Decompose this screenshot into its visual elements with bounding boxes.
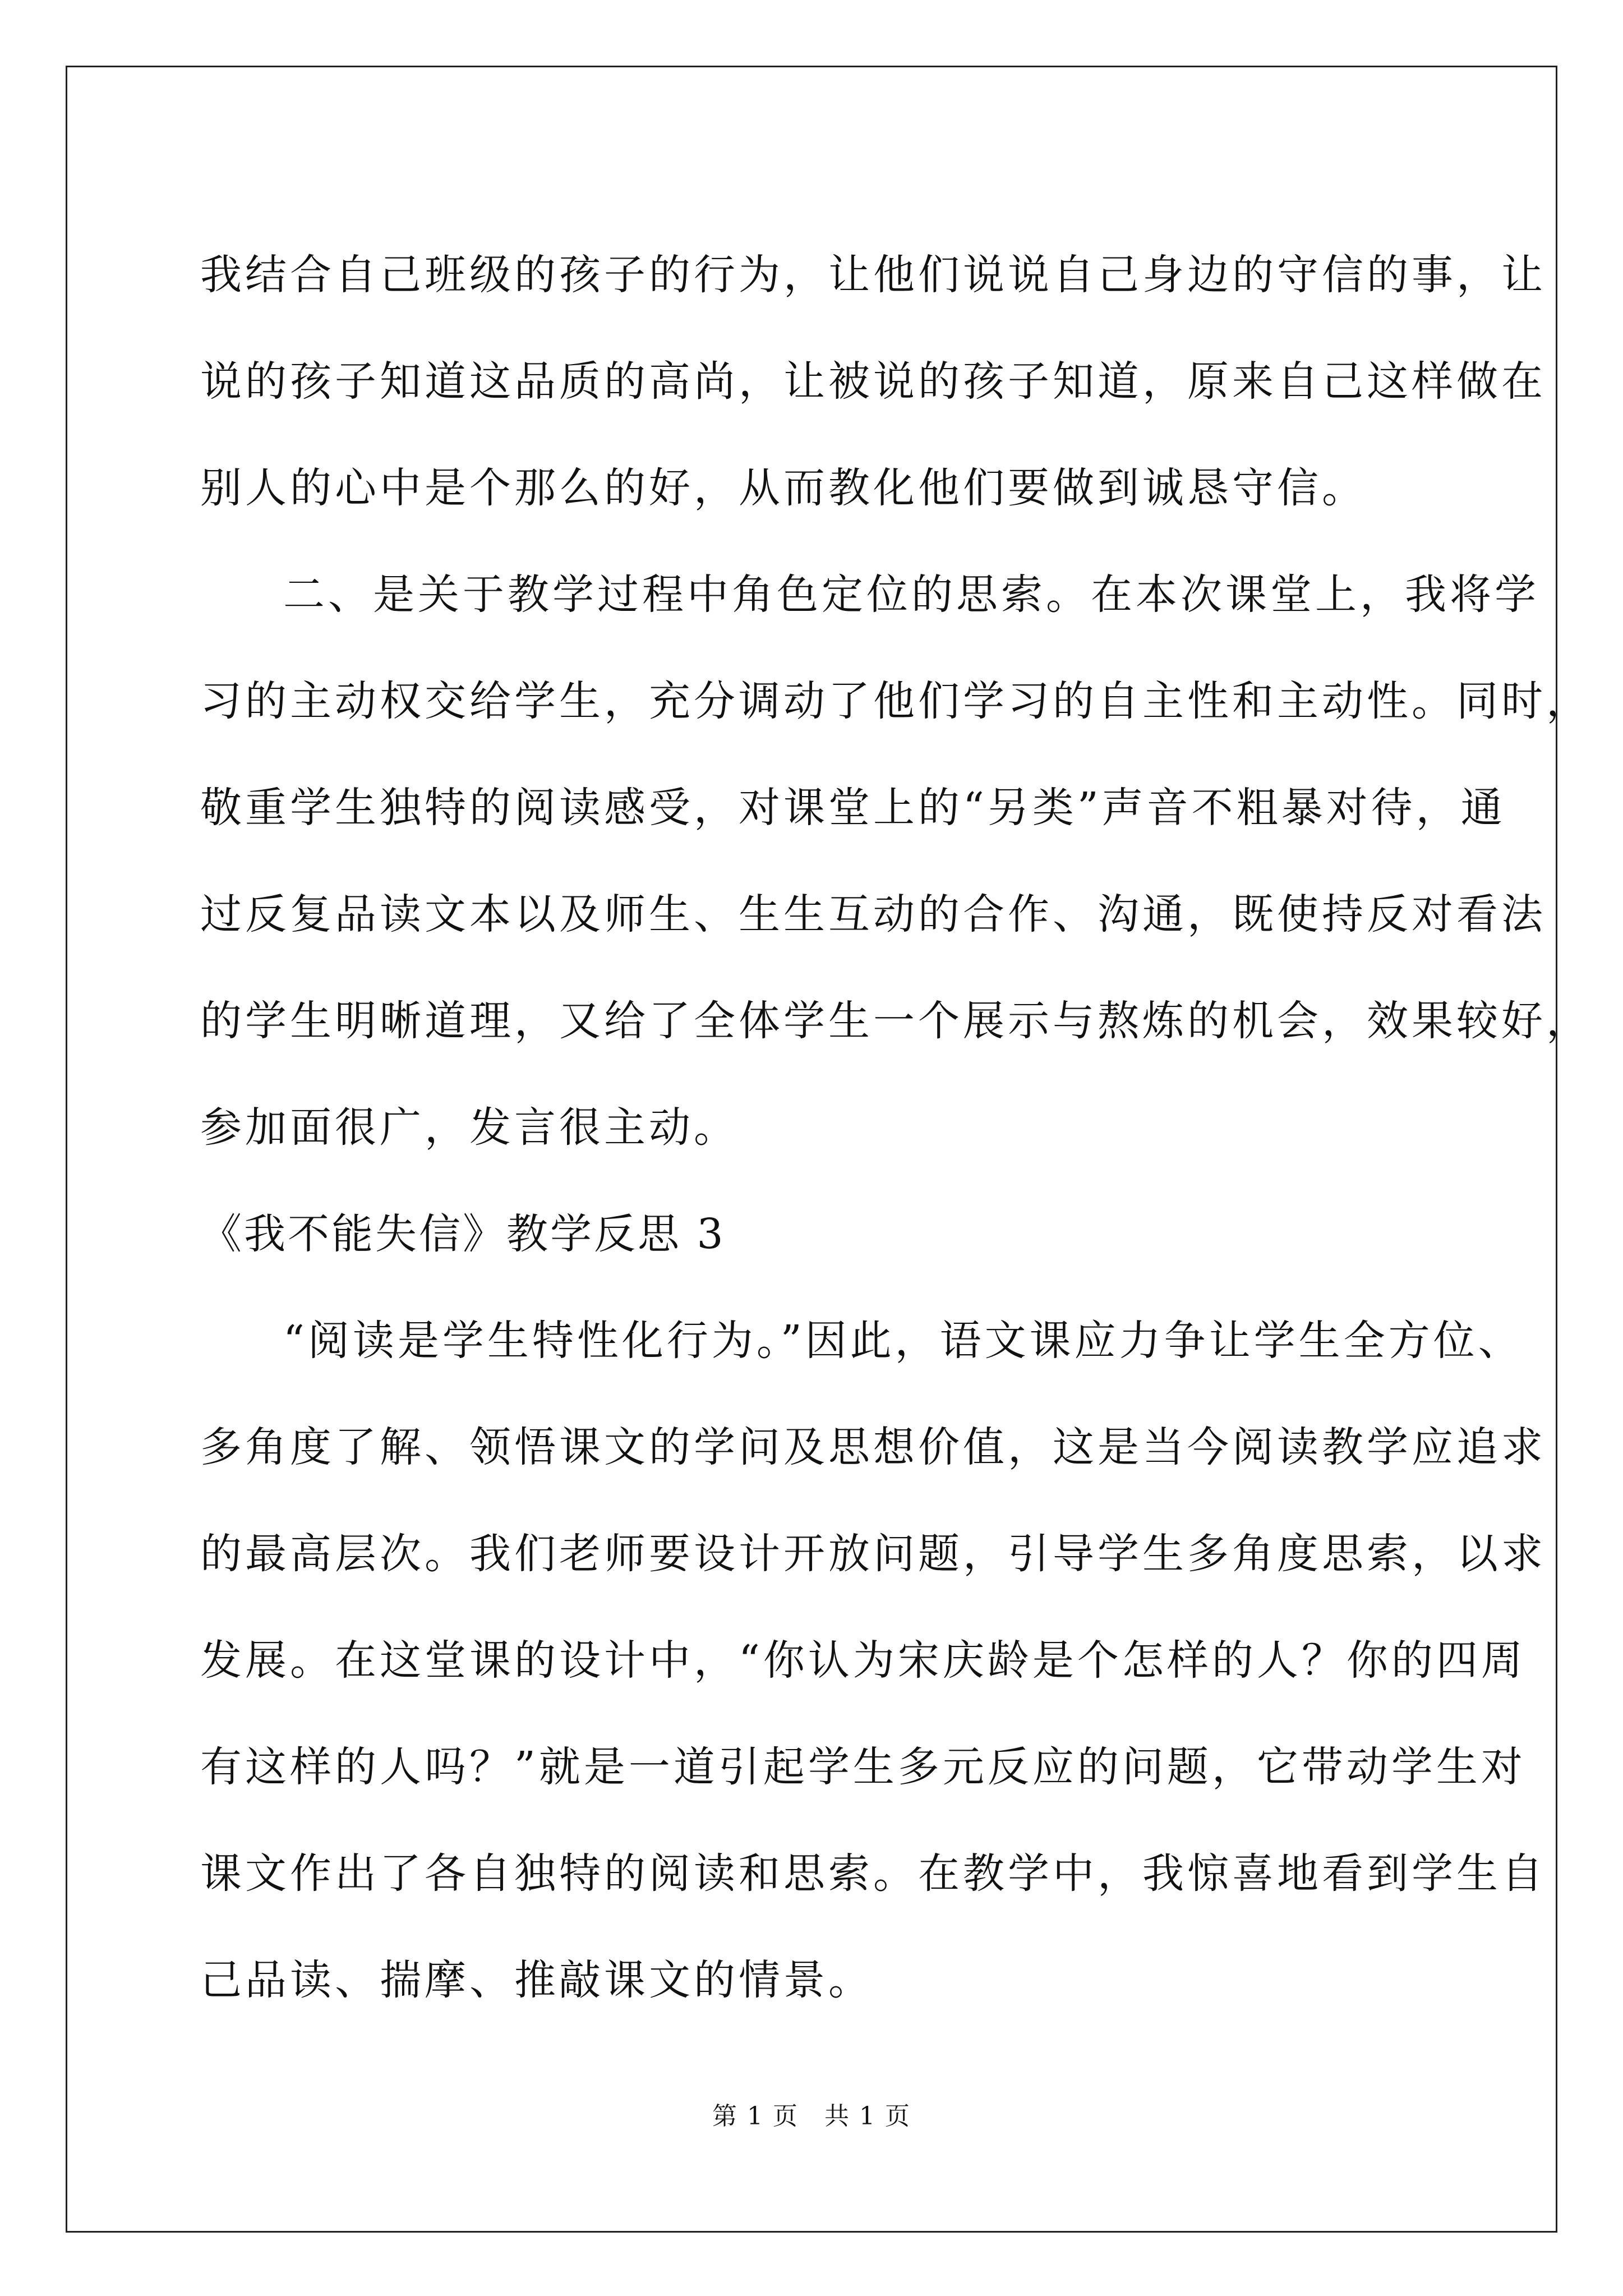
text-line: 参加面很广，发言很主动。	[200, 1103, 739, 1152]
text-line: 二、是关于教学过程中角色定位的思索。在本次课堂上，我将学	[283, 570, 1539, 619]
text-line: 有这样的人吗？”就是一道引起学生多元反应的问题，它带动学生对	[200, 1743, 1526, 1791]
text-line: 的学生明晰道理，又给了全体学生一个展示与熬炼的机会，效果较好，	[200, 997, 1591, 1045]
text-line: 发展。在这堂课的设计中，“你认为宋庆龄是个怎样的人？你的四周	[200, 1636, 1526, 1685]
text-line: 多角度了解、领悟课文的学问及思想价值，这是当今阅读教学应追求	[200, 1423, 1546, 1471]
text-line: “阅读是学生特性化行为。”因此，语文课应力争让学生全方位、	[283, 1317, 1523, 1365]
text-line: 己品读、揣摩、推敲课文的情景。	[200, 1956, 873, 2004]
paragraph-2	[200, 541, 1591, 1181]
text-line: 习的主动权交给学生，充分调动了他们学习的自主性和主动性。同时，	[200, 677, 1591, 725]
text-line: 敬重学生独特的阅读感受，对课堂上的“另类”声音不粗暴对待，通	[200, 784, 1506, 832]
text-line: 过反复品读文本以及师生、生生互动的合作、沟通，既使持反对看法	[200, 890, 1546, 938]
text-line: 的最高层次。我们老师要设计开放问题，引导学生多角度思索，以求	[200, 1530, 1546, 1578]
document-body	[200, 222, 1591, 2033]
page-footer	[0, 2096, 1623, 2132]
page-number: 第 1 页 共 1 页	[712, 2102, 911, 2131]
paragraph-3	[200, 1287, 1546, 2033]
text-line: 别人的心中是个那么的好，从而教化他们要做到诚恳守信。	[200, 464, 1367, 512]
section-title: 《我不能失信》教学反思 3	[200, 1210, 726, 1258]
paragraph-1	[200, 222, 1546, 541]
text-line: 我结合自己班级的孩子的行为，让他们说说自己身边的守信的事，让	[200, 251, 1546, 299]
text-line: 课文作出了各自独特的阅读和思索。在教学中，我惊喜地看到学生自	[200, 1849, 1546, 1898]
text-line: 说的孩子知道这品质的高尚，让被说的孩子知道，原来自己这样做在	[200, 357, 1546, 406]
